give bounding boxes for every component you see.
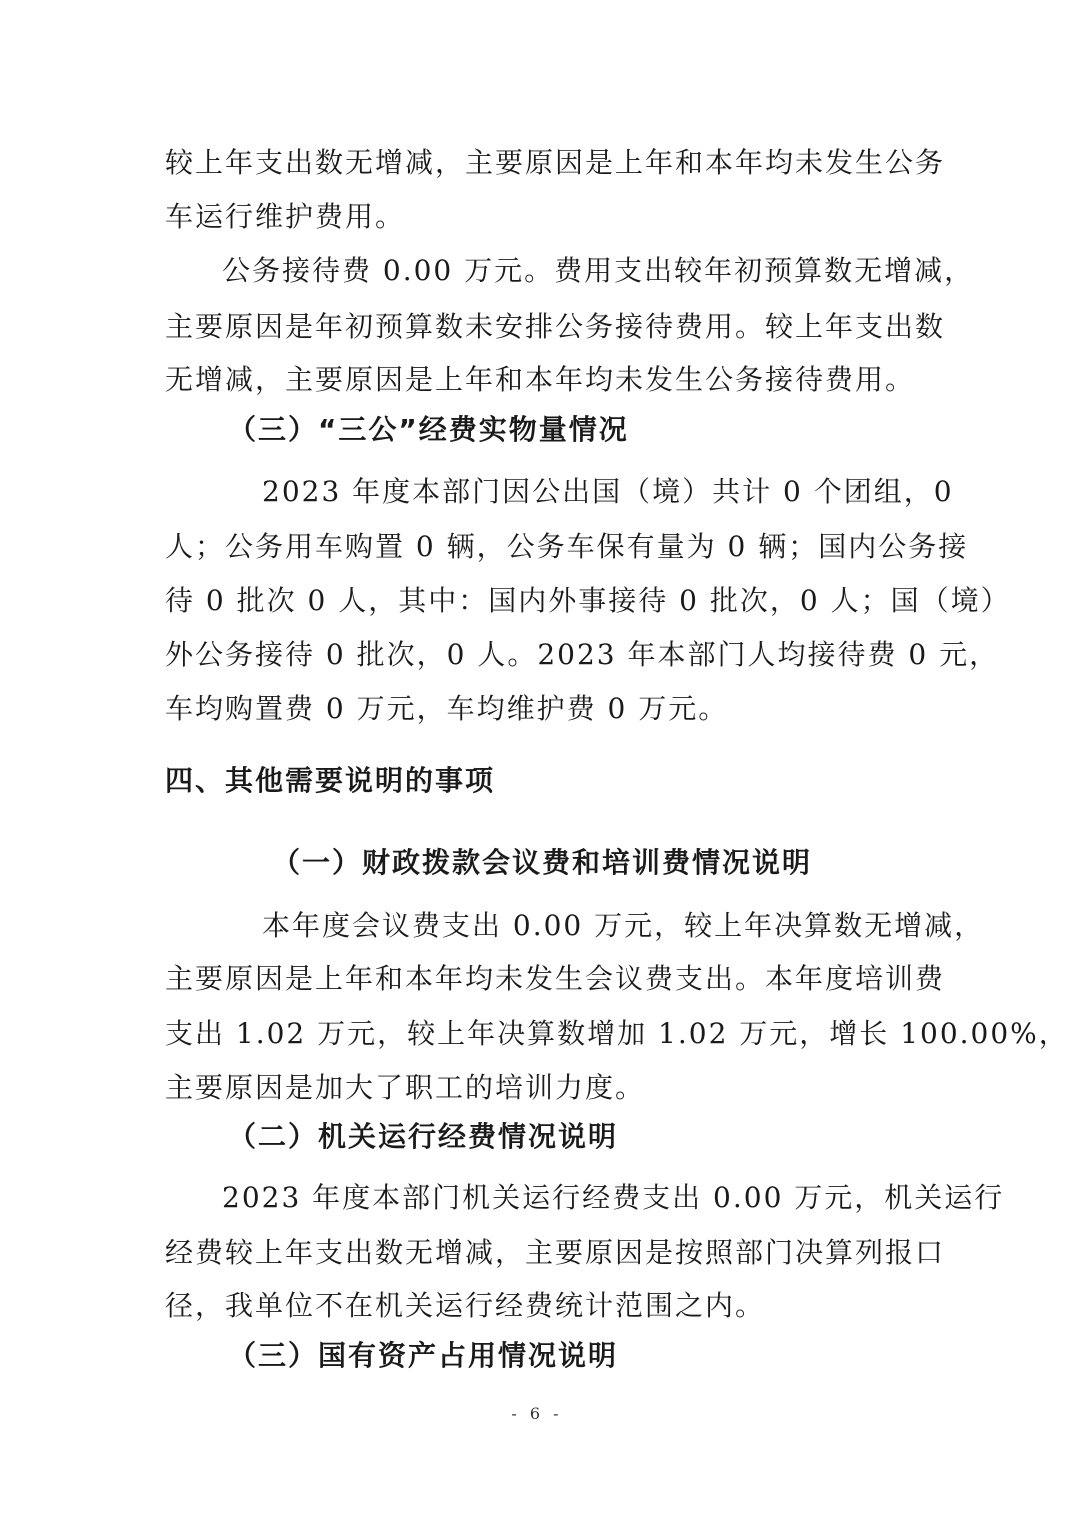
paragraph-line: 径，我单位不在机关运行经费统计范围之内。 [165,1289,766,1322]
paragraph-line: 2023 年度本部门机关运行经费支出 0.00 万元，机关运行 [222,1181,1005,1214]
paragraph-line: 经费较上年支出数无增减，主要原因是按照部门决算列报口 [165,1236,946,1269]
page-number: - 6 - [511,1404,563,1423]
section-heading: （二）机关运行经费情况说明 [228,1120,619,1153]
paragraph-line: 公务接待费 0.00 万元。费用支出较年初预算数无增减， [222,254,975,287]
paragraph-line: 无增减，主要原因是上年和本年均未发生公务接待费用。 [165,363,916,396]
paragraph-line: 人；公务用车购置 0 辆，公务车保有量为 0 辆；国内公务接 [165,530,969,563]
section-heading: （三）国有资产占用情况说明 [228,1339,619,1372]
paragraph-line: 主要原因是年初预算数未安排公务接待费用。较上年支出数 [165,310,946,343]
section-heading: （一）财政拨款会议费和培训费情况说明 [272,846,813,879]
paragraph-line: 主要原因是加大了职工的培训力度。 [165,1071,646,1104]
paragraph-line: 较上年支出数无增减，主要原因是上年和本年均未发生公务 [165,146,946,179]
paragraph-line: 2023 年度本部门因公出国（境）共计 0 个团组，0 [262,475,954,508]
paragraph-line: 外公务接待 0 批次，0 人。2023 年本部门人均接待费 0 元， [165,638,1000,671]
paragraph-line: 本年度会议费支出 0.00 万元，较上年决算数无增减， [262,909,985,942]
paragraph-line: 主要原因是上年和本年均未发生会议费支出。本年度培训费 [165,962,946,995]
paragraph-line: 车运行维护费用。 [165,200,406,233]
section-heading: （三）“三公”经费实物量情况 [228,413,629,446]
paragraph-line: 待 0 批次 0 人，其中：国内外事接待 0 批次，0 人；国（境） [165,584,1011,617]
chapter-heading: 四、其他需要说明的事项 [165,764,496,797]
paragraph-line: 支出 1.02 万元，较上年决算数增加 1.02 万元，增长 100.00%， [165,1017,1069,1050]
paragraph-line: 车均购置费 0 万元，车均维护费 0 万元。 [165,692,729,725]
